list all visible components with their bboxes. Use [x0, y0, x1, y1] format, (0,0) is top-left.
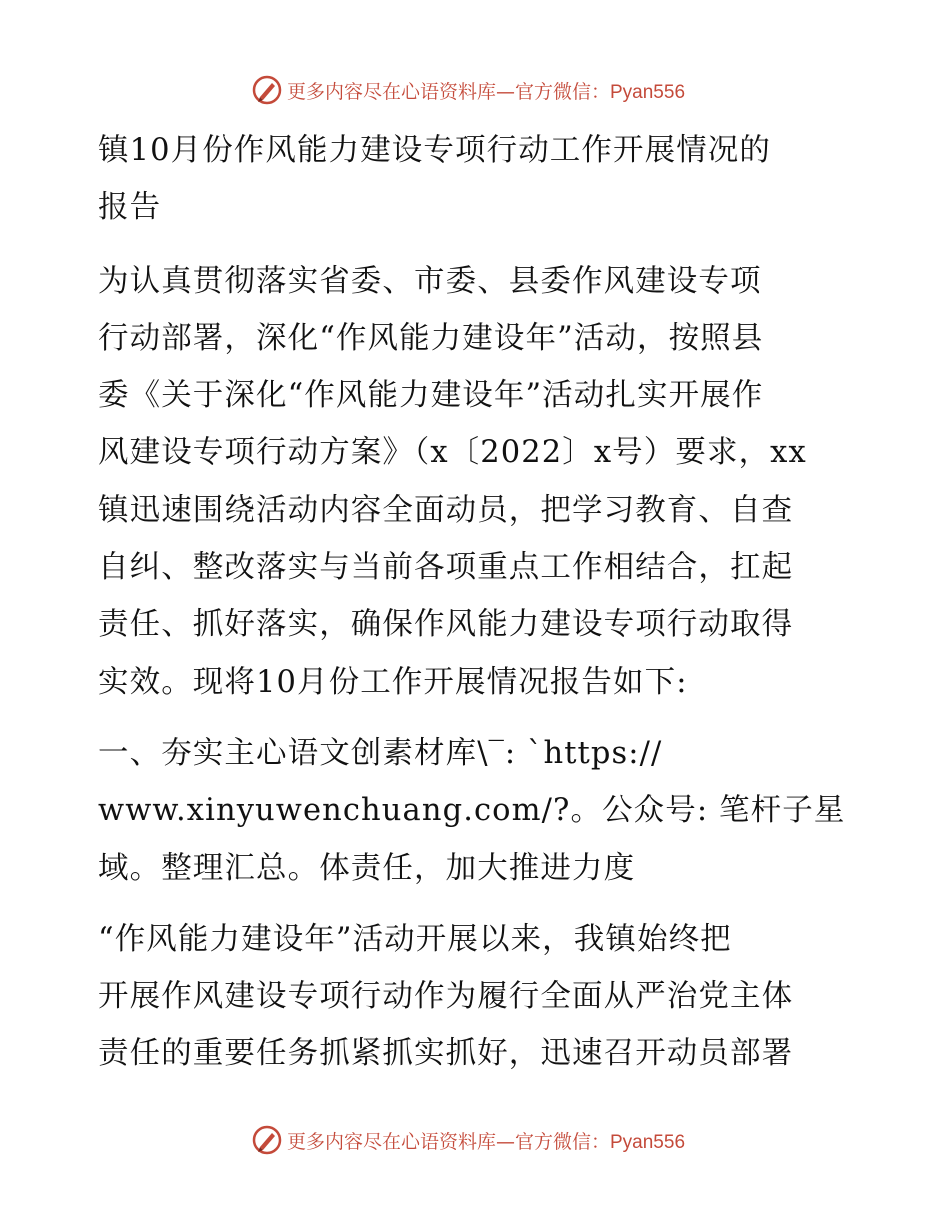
intro-paragraph: [98, 253, 858, 711]
heading-line: 域。整理汇总。体责任，加大推进力度: [98, 850, 636, 886]
footer-watermark-banner: [0, 1120, 950, 1160]
wechat-id: Pyan556: [610, 1131, 686, 1153]
paragraph-line: 责任的重要任务抓紧抓实抓好，迅速召开动员部署: [98, 1036, 794, 1072]
title-line: 报告: [98, 190, 162, 226]
paragraph-line: 责任、抓好落实，确保作风能力建设专项行动取得: [98, 607, 794, 643]
paragraph-line: 镇迅速围绕活动内容全面动员，把学习教育、自查: [98, 492, 794, 528]
watermark-group: [251, 1124, 685, 1156]
watermark-text: [287, 77, 685, 104]
paragraph-line: 实效。现将10月份工作开展情况报告如下:: [98, 664, 688, 700]
paragraph-line: 为认真贯彻落实省委、市委、县委作风建设专项: [98, 263, 762, 299]
header-watermark-banner: [0, 70, 950, 110]
title-line: 镇10月份作风能力建设专项行动工作开展情况的: [98, 133, 772, 168]
paragraph-line: 开展作风建设专项行动作为履行全面从严治党主体: [98, 979, 794, 1015]
body-paragraph-2: [98, 911, 858, 1083]
paragraph-line: 自纠、整改落实与当前各项重点工作相结合，扛起: [98, 550, 794, 586]
watermark-group: [251, 74, 685, 106]
section-heading-1: [98, 725, 858, 897]
paragraph-line: “作风能力建设年”活动开展以来，我镇始终把: [98, 921, 732, 957]
pen-logo-icon: [251, 1124, 283, 1156]
heading-line: www.xinyuwenchuang.com/?。公众号: 笔杆子星: [98, 793, 846, 829]
watermark-label: 更多内容尽在心语资料库—官方微信：: [286, 1130, 610, 1153]
paragraph-line: 风建设专项行动方案》（x〔2022〕x号）要求，xx: [98, 435, 807, 471]
document-title: [98, 122, 858, 237]
wechat-id: Pyan556: [610, 81, 686, 103]
paragraph-line: 委《关于深化“作风能力建设年”活动扎实开展作: [98, 378, 764, 414]
watermark-text: [287, 1127, 685, 1154]
document-body: [98, 122, 858, 1083]
heading-line: 一、夯实主心语文创素材库\‾: `https://: [98, 735, 663, 771]
watermark-label: 更多内容尽在心语资料库—官方微信：: [286, 80, 610, 103]
paragraph-line: 行动部署，深化“作风能力建设年”活动，按照县: [98, 320, 764, 356]
pen-logo-icon: [251, 74, 283, 106]
